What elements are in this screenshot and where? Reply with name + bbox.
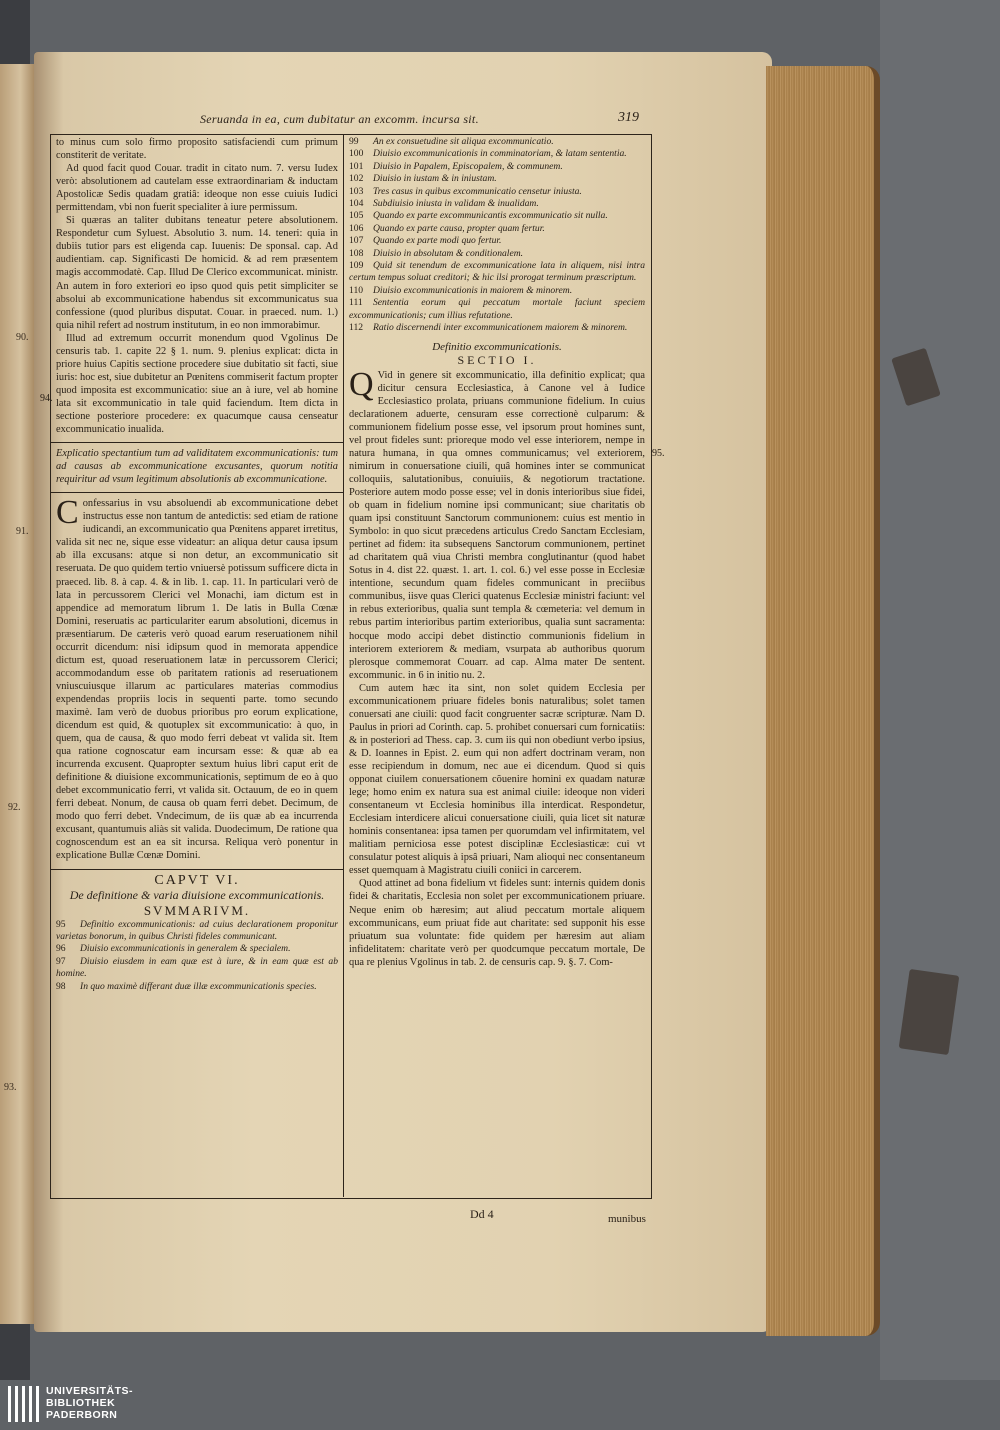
drop-cap: Q	[349, 365, 374, 403]
paragraph: to minus cum solo firmo proposito satisfaciendi cum primum constiterit de veritate.	[56, 137, 338, 162]
left-column	[56, 136, 338, 993]
left-page-margin-number: 93.	[4, 1082, 17, 1093]
summary-item-text: In quo maximè differant duæ illæ excommunicationis species.	[80, 980, 317, 992]
chapter-title: CAPVT VI.	[154, 872, 240, 888]
summary-item-text: Diuisio in Papalem, Episcopalem, & communem.	[373, 160, 563, 172]
running-head: Seruanda in ea, cum dubitatur an excomm. incursa sit.	[200, 112, 479, 126]
summary-item-number: 98	[56, 980, 66, 992]
left-page-margin-number: 90.	[16, 332, 29, 343]
summary-item-number: 103	[349, 185, 364, 197]
summary-item	[56, 956, 338, 981]
rule	[50, 442, 344, 443]
right-column	[349, 136, 645, 969]
summary-item-number: 95	[56, 918, 66, 930]
paragraph: Cum autem hæc ita sint, non solet quidem Ecclesia per excommunicationem priuare fideles bonis naturalibus; solet tamen conuersati ane ciuili: quod facit congruenter sacræ scripturæ. Nam D. Paulus in priori ad Corinth. cap. 5. prohibet conuersari cum fornicatiis: & in posteriori ad Thess. cap. 3. cum iis qui non obediunt verbo ipsius, & D. Ioannes in Epist. 2. eum qui non adfert doctrinam veram, non esse recipiendum in domum, nec aue ei dicendum. Quod si quis opponat ciuilem conuersationem cõuenire homini ex quadam naturæ lege; homo enim ex natura sua est animal ciuile: ideoque non videri consentaneum vt Ecclesia hominibus illa interdicat. Respondetur, Ecclesiam interdicere alicui conuersatione ciuili, quia licet sit naturæ hominis consentanea: ipsa tamen per quorumdam vel infirmitatem, vel malitiam perniciosa esse potest disciplinæ Ecclesiasticæ: cui vt consulatur potest aliquis à ipsâ priuari, Nam alioqui nec consentaneum esset quemquam à Magistratu ciuili coniici in carcerem.	[349, 682, 645, 877]
rule	[50, 869, 344, 870]
summary-item-text: Diuisio excommunicationis in comminatoriam, & latam sententia.	[373, 148, 627, 160]
paragraph: Illud ad extremum occurrit monendum quod Vgolinus De censuris tab. 1. capite 22 § 1. num. 9. plenius explicat: dicta in priore huius Capitis sectione procedere siue dubitatio sit facti, siue iuris: hoc est, siue dubitetur an Pœnitens commiserit factum propter quod imposita est excommunicatio: siue an à iure, vel ab homine lata sit excommunicatio in tale quid faciendum. Item dicta in sectione posteriore procedere: ex quacumque causa censeatur excommunicatio inualida.	[56, 332, 338, 436]
summary-item-text: Quando ex parte excommunicantis excommunicatio sit nulla.	[373, 210, 608, 222]
summary-item-text: Ratio discernendi inter excommunicationem maiorem & minorem.	[373, 322, 628, 334]
summary-item-number: 96	[56, 943, 66, 955]
summary-item	[349, 297, 645, 322]
summary-item	[349, 285, 645, 297]
summary-item-number: 101	[349, 160, 364, 172]
page-number: 319	[618, 110, 639, 125]
rule	[50, 492, 344, 493]
left-page-edge	[0, 64, 36, 1324]
summary-item	[349, 322, 645, 334]
summary-item	[56, 981, 338, 993]
summary-item-number: 99	[349, 136, 359, 147]
summary-item-number: 109	[349, 260, 364, 272]
summary-item	[349, 136, 645, 148]
catchword: munibus	[608, 1213, 646, 1225]
summary-item-text: Quando ex parte modi quo fertur.	[373, 235, 502, 247]
library-name-line: UNIVERSITÄTS-	[46, 1385, 134, 1397]
summary-item	[349, 173, 645, 185]
paragraph	[349, 365, 645, 682]
library-name-line: PADERBORN	[46, 1409, 118, 1421]
summary-item-number: 107	[349, 235, 364, 247]
paragraph: Quod attinet ad bona fidelium vt fideles sunt: internis quidem donis fidei & charitatis, Ecclesia non solet per excommunicationem priuare. Neque enim ob hæresim; aut aliud peccatum mortale aliquem excommunicans, eum priuat fide aut charitate: sed supponit his esse priuatum sua voluntate: fide quidem per hæresim aut aliam infidelitatem: charitate verò per quodcumque peccatum mortale, De qua re plenius Vgolinus in tab. 2. de censuris cap. 9. §. 7. Com-	[349, 878, 645, 968]
library-name	[46, 1385, 133, 1421]
summary-item-text: Sententia eorum qui peccatum mortale faciunt speciem excommunicationis; cum illius refutatione.	[349, 297, 645, 321]
column-rule	[343, 134, 344, 1197]
summary-item-text: Diuisio in absolutam & conditionalem.	[373, 247, 524, 259]
summary-item-text: Quando ex parte causa, propter quam fertur.	[373, 222, 545, 234]
summary-item-number: 110	[349, 284, 364, 296]
background-right	[880, 0, 1000, 1380]
summary-item	[349, 223, 645, 235]
footer-bar	[0, 1380, 1000, 1430]
library-logo-icon	[6, 1384, 40, 1424]
summary-item-number: 104	[349, 198, 364, 210]
drop-cap: C	[56, 494, 79, 532]
summary-item	[56, 919, 338, 944]
paragraph: Ad quod facit quod Couar. tradit in citato num. 7. versu Iudex verò: absolutionem ad cautelam esse extraordinariam & inductam Apostolicæ Sedis quadam gratiâ: ideoque non esse cuiuis Iudici permittendam, vbi non fuerit specialiter à iure permissum.	[56, 163, 338, 214]
summary-item	[349, 235, 645, 247]
definition-heading: Definitio excommunicationis.	[432, 340, 562, 353]
left-page-margin-number: 92.	[8, 802, 21, 813]
summary-item-text: Diuisio in iustam & in iniustam.	[373, 173, 497, 185]
summary-item-number: 106	[349, 222, 364, 234]
margin-number: 94.	[40, 393, 53, 404]
summary-item	[349, 260, 645, 285]
left-page-margin-number: 91.	[16, 526, 29, 537]
summary-item	[349, 148, 645, 160]
paragraph: Si quæras an taliter dubitans teneatur petere absolutionem. Respondetur cum Syluest. Absolutio 3. num. 14. teneri: quia in dubiis tutior pars est eligenda cap. Iuuenis: De sponsal. cap. Ad audientiam. cap. Significasti De homicid. & ad rem præsentem magis accommodatè. Cap. Illud De Clerico excommunicat. ministr. An autem in foro exteriori eo ipso quod quis petit simpliciter se absolui ab excommunicatione habendus sit excommunicatus sua confessione (quod pluribus disputat. Couar. in praeced. num. 1.) quia nihil refert ad nostrum institutum, in eo non immorabimur.	[56, 215, 338, 331]
summary-item	[349, 198, 645, 210]
margin-number: 95.	[652, 448, 665, 459]
section-title: SECTIO I.	[457, 352, 537, 367]
summary-item-text: An ex consuetudine sit aliqua excommunicatio.	[373, 136, 554, 147]
long-paragraph	[56, 494, 338, 862]
summary-item	[349, 210, 645, 222]
signature-mark: Dd 4	[470, 1207, 494, 1221]
page-edges	[766, 66, 880, 1336]
summary-item-text: Quid sit tenendum de excommunicatione lata in aliquem, nisi intra certum tempus soluat creditori; & hic ilsi prorogat terminum præscriptum.	[349, 260, 645, 284]
italic-heading: Explicatio spectantium tum ad validitatem excommunicationis: tum ad causas ab excommunicatione excusantes, quorum notitia requiritur ad vsum legitimum absolutionis ab excommunicatione.	[56, 448, 338, 486]
summary-item-text: Subdiuisio iniusta in validam & inualidam.	[373, 198, 539, 210]
summary-item-number: 108	[349, 247, 364, 259]
chapter-subtitle: De definitione & varia diuisione excommunicationis.	[69, 887, 325, 902]
summary-item-number: 112	[349, 322, 364, 334]
summary-item-text: Tres casus in quibus excommunicatio censetur iniusta.	[373, 185, 582, 197]
summary-item-text: Diuisio eiusdem in eam quæ est à iure, & in eam quæ est ab homine.	[56, 955, 338, 980]
summary-item-number: 100	[349, 148, 364, 160]
summary-item-number: 102	[349, 173, 364, 185]
paragraph-text: Vid in genere sit excommunicatio, illa definitio explicat; qua dicitur censura Ecclesiastica, à Canone vel à Iudice Ecclesiastico prolata, priuans communione fidelium. In cuius declarationem aduerte, censuram esse correctionè culparum: & communionem fidelium posse esse, vel ipsorum prout homines sunt, vel prout fideles sunt: prioreque modo vel esse interiorem, nempe in natura humana, in qua omnes communicamus; vel exteriorem, nimirum in conuersatione ciuili, quâ homines inter se communicat colloquiis, salutationibus, conuiuiis, & negotiorum tractatione. Posteriore autem modo posse esse; vel in donis interioribus siue fidei, ob quam in fidelium nomine ipsi communicant; siue charitatis ob quam ipsi constituunt Sanctorum communionem: cuius est mentio in Symbolo: in quo sicut præcedens articulus Credo Sanctam Ecclesiam, pertinet ad fidem: ita subsequens Sanctorum communionem, pertinet ad charitatem quâ viua Christi membra conglutinantur (quod habet Sotus in 4. dist 22. quæst. 1. art. 1. col. 6.) vel esse posse in Ecclesiæ intentione, secundum quam fideles communicant in preciibus communibus, iisve quas Clerici quatenus Ecclesiæ ministri faciunt: vel in rebus exterioribus, qualia sunt templa & cœmeteria: vel demum in rebus partim interioribus partim exterioribus, qualia sunt sacramenta: hocque modo accipi debet distinctio communionis fidelium in interiorem exteriorem & mediam, vsurpata ab authoribus quorum plerosque commemorat Couarr. ad cap. Alma mater De sentent. excommunic. in 6 in initio nu. 2.	[349, 369, 645, 681]
long-paragraph-text: onfessarius in vsu absoluendi ab excommunicatione debet instructus esse non tantum de antedictis: sed etiam de ratione iudicandi, an excommunicatio qua Pœnitens apparet irretitus, valida sit nec ne, sique esse videatur: an aliqua detur causa ipsum ab illa excusans: atque si non detur, an excommunicatio sit reseruata. De quo quidem tertio vniuersè potissum sufficere dicta in praeced. lib. 8. à cap. 4. & in lib. 1. cap. 11. In particulari verò de lata in percussorem Clerici vel Monachi, iam dictum est in appendice ad memoratum librum 1. De latis in Bulla Cœnæ Domini, reseruatis ac particulariter earum absolutioni, dicemus in præsentiarum. De cæteris verò quoad earum reseruationem nihil occurrit dicendum: nisi idipsum quod in memorata appendice dictum est, quoad reseruationem latæ in percussorem Clerici; accommodandum esse ob paritatem rationis ad reseruationem vniuscuiusque illarum ac particulares materias commodius expendendas propriis locis in sequenti parte. tomo secundo maximè. Iam verò de duobus prioribus pro eorum explicatione, dicendum est quid, & quotuplex sit excommunicatio: à quo, in quem, qua de causa, & quo modo ferri debeat vt valida sit. Item qua ratione cognoscatur eam incursam esse: & quæ ab ea incurrenda excusent. Quapropter sextum huius libri caput erit de definitione & diuisione excommunicationis, septimum de eo à quo debet excommunicatio ferri, vt valida sit. Octauum, de eo in quem ferri debeat. Nonum, de causa ob quam ferri debet. Decimum, de modo quo ferri debet. Vndecimum, de iis quæ ab ea incurrenda excusant, quantumuis aliàs sit valida. Duodecimum, De ratione qua cognoscendum est an ea sit incursa. Reliqua verò ponentur in explicatione Bullæ Cœnæ Domini.	[56, 498, 338, 862]
summary-item	[349, 248, 645, 260]
summary-item	[56, 943, 338, 955]
summary-item-number: 105	[349, 210, 364, 222]
summary-item	[349, 186, 645, 198]
summary-item-number: 111	[349, 297, 363, 309]
summary-item	[349, 161, 645, 173]
summary-title: SVMMARIVM.	[143, 902, 251, 918]
summary-item-text: Diuisio excommunicationis in generalem & specialem.	[80, 943, 291, 955]
summary-item-number: 97	[56, 955, 66, 967]
summary-item-text: Diuisio excommunicationis in maiorem & minorem.	[373, 284, 573, 296]
library-name-line: BIBLIOTHEK	[46, 1397, 116, 1409]
summary-item-text: Definitio excommunicationis: ad cuius declarationem proponitur varietas bonorum, in quibus Christi fideles communicant.	[56, 918, 338, 943]
